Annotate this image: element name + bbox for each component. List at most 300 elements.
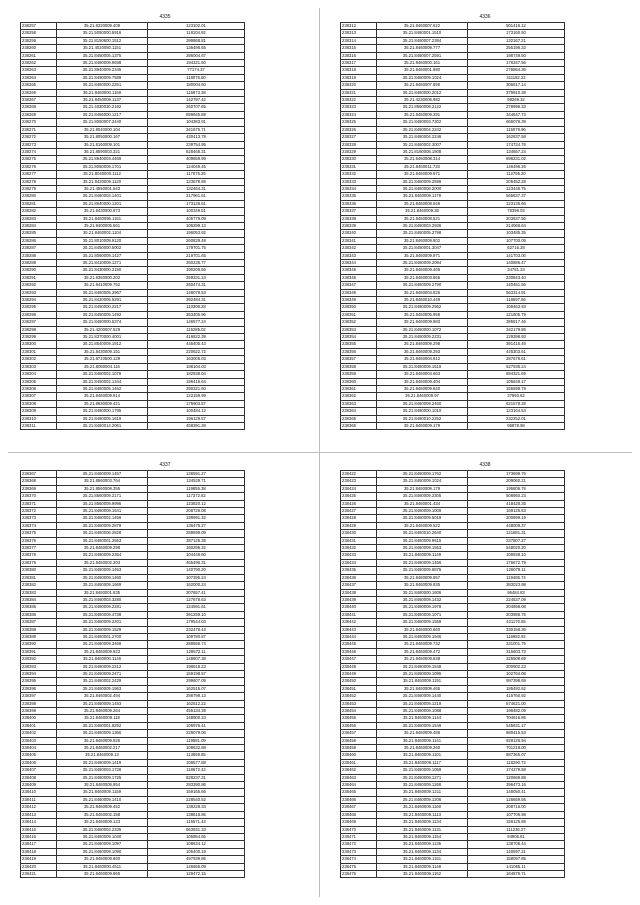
value-cell: 230843.40: [468, 274, 565, 281]
cadastral-number-cell: 35.21.8460003.2936: [377, 222, 468, 229]
table-row: [341, 156, 565, 163]
cadastral-number-cell: 35.21.8460002.3007: [377, 141, 468, 148]
row-id-cell: 238353: [341, 326, 377, 333]
value-cell: 237807.27: [468, 537, 565, 544]
row-id-cell: 238323: [341, 104, 377, 111]
row-id-cell: 238349: [341, 297, 377, 304]
table-row: [341, 385, 565, 392]
cadastral-number-cell: 35.21.8560008.2122: [377, 104, 468, 111]
value-cell: 159165.66: [148, 789, 245, 796]
cadastral-number-cell: 35.21.8460009.179: [377, 422, 468, 429]
cadastral-number-cell: 35.21.8460005.1619: [57, 415, 148, 422]
table-row: [21, 656, 245, 663]
value-cell: 392484.31: [148, 297, 245, 304]
row-id-cell: 238335: [341, 193, 377, 200]
cadastral-number-cell: 35.21.8460009.5019: [377, 515, 468, 522]
table-row: [341, 745, 565, 752]
row-id-cell: 238368: [21, 478, 57, 485]
row-id-cell: 238422: [341, 471, 377, 478]
table-row: [341, 796, 565, 803]
row-id-cell: 238365: [341, 415, 377, 422]
table-row: [21, 789, 245, 796]
table-row: [341, 596, 565, 603]
value-cell: 863931.33: [148, 826, 245, 833]
value-cell: 997398.69: [468, 678, 565, 685]
table-row: [341, 371, 565, 378]
cadastral-number-cell: 35.21.8560003.764: [57, 478, 148, 485]
cadastral-number-cell: 35.21.8460009.840: [377, 385, 468, 392]
table-row: [341, 126, 565, 133]
row-id-cell: 238473: [341, 848, 377, 855]
row-id-cell: 238415: [21, 826, 57, 833]
row-id-cell: 238273: [21, 141, 57, 148]
table-row: [21, 200, 245, 207]
row-id-cell: 238388: [21, 626, 57, 633]
row-id-cell: 238341: [341, 237, 377, 244]
table-row: [341, 715, 565, 722]
row-id-cell: 238272: [21, 134, 57, 141]
value-cell: 146656.09: [148, 863, 245, 870]
row-id-cell: 238449: [341, 670, 377, 677]
table-row: [341, 23, 565, 30]
value-cell: 176347.56: [468, 60, 565, 67]
cadastral-number-cell: 35.21.8560009.355: [57, 485, 148, 492]
row-id-cell: 238321: [341, 89, 377, 96]
table-row: [21, 185, 245, 192]
cadastral-number-cell: 35.21.8460001.2553: [57, 537, 148, 544]
table-row: [21, 45, 245, 52]
value-cell: 198749.50: [468, 52, 565, 59]
value-cell: 107706.98: [468, 811, 565, 818]
row-id-cell: 238278: [21, 178, 57, 185]
table-row: [21, 334, 245, 341]
row-id-cell: 238375: [21, 530, 57, 537]
cadastral-number-cell: 35.21.8460009.1113: [377, 811, 468, 818]
value-cell: 100349.51: [148, 208, 245, 215]
value-cell: 185492.62: [468, 685, 565, 692]
cadastral-number-cell: 35.21.8460009.1978: [377, 604, 468, 611]
cadastral-number-cell: 35.21.8460009.123: [57, 819, 148, 826]
cadastral-number-cell: 35.21.8460010.449: [377, 297, 468, 304]
value-cell: 34781.23: [468, 267, 565, 274]
table-row: [21, 356, 245, 363]
value-cell: 200902.23: [468, 663, 565, 670]
cadastral-number-cell: 35.21.8460011.733: [377, 163, 468, 170]
row-id-cell: 238311: [21, 422, 57, 429]
page-number: 4337: [159, 462, 171, 468]
row-id-cell: 238345: [341, 267, 377, 274]
table-row: [341, 530, 565, 537]
table-row: [21, 833, 245, 840]
cadastral-number-cell: 35.21.8460009.472: [377, 648, 468, 655]
row-id-cell: 238437: [341, 582, 377, 589]
value-cell: 330158.36: [468, 626, 565, 633]
table-row: [21, 619, 245, 626]
row-id-cell: 238268: [21, 104, 57, 111]
value-cell: 396473.16: [468, 782, 565, 789]
cadastral-number-cell: 35.21.8460009.36: [377, 208, 468, 215]
value-cell: 138706.44: [468, 841, 565, 848]
value-cell: 239754.95: [148, 141, 245, 148]
value-cell: 421170.55: [468, 619, 565, 626]
cadastral-number-cell: 35.21.8460004.2242: [377, 126, 468, 133]
value-cell: 342179.86: [468, 326, 565, 333]
value-cell: 129472.15: [148, 870, 245, 877]
cadastral-number-cell: 35.21.8460009.404: [377, 378, 468, 385]
row-id-cell: 238271: [21, 126, 57, 133]
cadastral-number-cell: 35.21.8460000.1606: [377, 589, 468, 596]
row-id-cell: 238451: [341, 685, 377, 692]
value-cell: 205452.28: [468, 178, 565, 185]
value-cell: 129398.93: [468, 334, 565, 341]
cadastral-number-cell: 35.21.8460009.9698: [57, 60, 148, 67]
cadastral-number-cell: 35.21.8460009.1159: [57, 789, 148, 796]
value-cell: 148900.23: [148, 715, 245, 722]
table-row: [21, 545, 245, 552]
row-id-cell: 238403: [21, 737, 57, 744]
cadastral-number-cell: 35.21.8460009.486: [377, 730, 468, 737]
table-row: [21, 500, 245, 507]
table-row: [341, 626, 565, 633]
row-id-cell: 238326: [341, 126, 377, 133]
table-row: [341, 356, 565, 363]
table-row: [21, 752, 245, 759]
cadastral-number-cell: 35.21.8640003.4469: [57, 156, 148, 163]
row-id-cell: 238420: [21, 863, 57, 870]
value-cell: 116982.92: [468, 633, 565, 640]
row-id-cell: 238378: [21, 552, 57, 559]
row-id-cell: 238379: [21, 559, 57, 566]
value-cell: 108632.88: [148, 745, 245, 752]
table-row: [341, 641, 565, 648]
row-id-cell: 238267: [21, 97, 57, 104]
value-cell: 195806.76: [468, 485, 565, 492]
row-id-cell: 238425: [341, 493, 377, 500]
row-id-cell: 238333: [341, 178, 377, 185]
table-row: [341, 870, 565, 877]
table-row: [21, 715, 245, 722]
value-cell: 123446.75: [468, 185, 565, 192]
value-cell: 140451.56: [468, 282, 565, 289]
table-row: [341, 678, 565, 685]
value-cell: 96484.83: [468, 589, 565, 596]
row-id-cell: 238276: [21, 163, 57, 170]
table-row: [341, 311, 565, 318]
row-id-cell: 238354: [341, 334, 377, 341]
value-cell: 162516.07: [148, 685, 245, 692]
row-id-cell: 238306: [21, 385, 57, 392]
row-id-cell: 238328: [341, 141, 377, 148]
cadastral-number-cell: 35.21.8460002.2429: [57, 678, 148, 685]
table-row: [21, 745, 245, 752]
table-row: [341, 552, 565, 559]
row-id-cell: 238443: [341, 626, 377, 633]
table-row: [21, 515, 245, 522]
value-cell: 162637.58: [468, 134, 565, 141]
row-id-cell: 238369: [21, 485, 57, 492]
row-id-cell: 238264: [21, 74, 57, 81]
table-row: [341, 178, 565, 185]
row-id-cell: 238352: [341, 319, 377, 326]
table-row: [341, 856, 565, 863]
row-id-cell: 238367: [21, 471, 57, 478]
table-row: [21, 297, 245, 304]
row-id-cell: 238356: [341, 348, 377, 355]
row-id-cell: 238401: [21, 722, 57, 729]
row-id-cell: 238462: [341, 767, 377, 774]
table-row: [21, 74, 245, 81]
cadastral-number-cell: 35.21.8460009.1134: [377, 848, 468, 855]
table-row: [21, 819, 245, 826]
value-cell: 127678.63: [148, 596, 245, 603]
cadastral-number-cell: 35.21.8460009.971: [377, 171, 468, 178]
cadastral-number-cell: 35.21.8460009.1848: [377, 663, 468, 670]
table-row: [341, 200, 565, 207]
row-id-cell: 238304: [21, 371, 57, 378]
table-row: [21, 589, 245, 596]
value-cell: 887365.07: [468, 752, 565, 759]
cadastral-number-cell: 35.21.8150600.1512: [57, 37, 148, 44]
value-cell: 119485.74: [468, 574, 565, 581]
cadastral-number-cell: 35.21.4230006.982: [377, 97, 468, 104]
row-id-cell: 238458: [341, 737, 377, 744]
value-cell: 286004.67: [148, 52, 245, 59]
table-row: [341, 82, 565, 89]
cadastral-number-cell: 35.21.8460008.946: [377, 200, 468, 207]
value-cell: 219701.65: [148, 252, 245, 259]
row-id-cell: 238397: [21, 693, 57, 700]
cadastral-number-cell: 35.21.8460009.1410: [57, 796, 148, 803]
cadastral-number-cell: 35.21.8460003.2335: [57, 826, 148, 833]
row-id-cell: 238275: [21, 156, 57, 163]
row-id-cell: 238399: [21, 708, 57, 715]
cadastral-number-cell: 35.21.8460008.2000: [377, 185, 468, 192]
cadastral-number-cell: 35.21.8460005.959: [377, 311, 468, 318]
row-id-cell: 238325: [341, 119, 377, 126]
table-row: [341, 45, 565, 52]
row-id-cell: 238357: [341, 356, 377, 363]
value-cell: 574621.00: [468, 700, 565, 707]
table-row: [341, 104, 565, 111]
cadastral-number-cell: 35.21.8450005.1375: [57, 52, 148, 59]
value-cell: 415760.92: [468, 693, 565, 700]
value-cell: 276864.36: [468, 67, 565, 74]
table-row: [341, 408, 565, 415]
cadastral-number-cell: 35.21.8460009.1483: [57, 700, 148, 707]
table-row: [341, 545, 565, 552]
row-id-cell: 238318: [341, 67, 377, 74]
value-cell: 120669.88: [468, 774, 565, 781]
value-cell: 119855.38: [148, 485, 245, 492]
table-row: [21, 245, 245, 252]
row-id-cell: 238320: [341, 82, 377, 89]
table-row: [21, 171, 245, 178]
table-row: [21, 722, 245, 729]
cadastral-number-cell: 35.21.8430000.973: [57, 208, 148, 215]
row-id-cell: 238290: [21, 267, 57, 274]
value-cell: 136496.65: [148, 45, 245, 52]
table-row: [341, 260, 565, 267]
row-id-cell: 238286: [21, 237, 57, 244]
cadastral-number-cell: 35.21.8430009.151: [57, 348, 148, 355]
row-id-cell: 238294: [21, 297, 57, 304]
cadastral-number-cell: 35.21.8460009.298: [57, 545, 148, 552]
cadastral-number-cell: 35.21.8460009.1641: [57, 508, 148, 515]
value-cell: 37993.82: [468, 393, 565, 400]
table-row: [341, 282, 565, 289]
value-cell: 139228.33: [148, 804, 245, 811]
cadastral-number-cell: 35.21.8460009.1148: [377, 863, 468, 870]
row-id-cell: 238450: [341, 678, 377, 685]
cadastral-number-cell: 35.21.8460009.1152: [377, 870, 468, 877]
row-id-cell: 238418: [21, 848, 57, 855]
table-row: [21, 611, 245, 618]
cadastral-number-cell: 35.21.8460009.3469: [57, 641, 148, 648]
cadastral-number-cell: 35.21.8460000.1146: [57, 656, 148, 663]
value-cell: 255196.32: [468, 45, 565, 52]
row-id-cell: 238460: [341, 752, 377, 759]
row-id-cell: 238302: [21, 356, 57, 363]
cadastral-number-cell: 35.21.8450000.5002: [57, 245, 148, 252]
table-row: [341, 582, 565, 589]
table-row: [341, 767, 565, 774]
table-row: [21, 111, 245, 118]
cadastral-number-cell: 35.21.8460009.1154: [377, 833, 468, 840]
table-row: [341, 619, 565, 626]
cadastral-number-cell: 35.21.8460009.2962: [377, 304, 468, 311]
row-id-cell: 238421: [21, 870, 57, 877]
table-row: [21, 30, 245, 37]
row-id-cell: 238259: [21, 37, 57, 44]
table-row: [21, 156, 245, 163]
row-id-cell: 238324: [341, 111, 377, 118]
row-id-cell: 238312: [341, 23, 377, 30]
cadastral-number-cell: 35.21.8460002.203: [57, 559, 148, 566]
value-cell: 288556.74: [148, 641, 245, 648]
cadastral-number-cell: 35.21.8460010.2640: [377, 530, 468, 537]
row-id-cell: 238410: [21, 789, 57, 796]
value-cell: 353405.96: [148, 311, 245, 318]
cadastral-number-cell: 35.21.8460009.1529: [57, 626, 148, 633]
table-row: [341, 759, 565, 766]
table-row: [341, 819, 565, 826]
row-id-cell: 238344: [341, 260, 377, 267]
table-row: [341, 74, 565, 81]
cadastral-number-cell: 35.21.8410009.752: [57, 282, 148, 289]
value-cell: 260236.77: [148, 260, 245, 267]
table-row: [21, 104, 245, 111]
table-row: [21, 326, 245, 333]
table-row: [341, 30, 565, 37]
table-row: [21, 289, 245, 296]
value-cell: 399868.81: [148, 37, 245, 44]
value-cell: 196482.09: [468, 708, 565, 715]
table-row: [341, 604, 565, 611]
cadastral-number-cell: 35.21.8460009.1024: [377, 74, 468, 81]
row-id-cell: 238292: [21, 282, 57, 289]
cadastral-number-cell: 35.21.8460009.264: [57, 708, 148, 715]
table-row: [21, 804, 245, 811]
value-cell: 138618.86: [148, 811, 245, 818]
cadastral-number-cell: 35.21.8460007.2384: [377, 37, 468, 44]
cadastral-number-cell: 35.21.8460009.1179: [377, 193, 468, 200]
row-id-cell: 238411: [21, 796, 57, 803]
row-id-cell: 238391: [21, 648, 57, 655]
row-id-cell: 238361: [341, 385, 377, 392]
value-cell: 190206.56: [148, 267, 245, 274]
row-id-cell: 238348: [341, 289, 377, 296]
cadastral-number-cell: 35.21.8460009.1963: [57, 685, 148, 692]
row-id-cell: 238360: [341, 378, 377, 385]
cadastral-number-cell: 35.21.8460009.2471: [57, 670, 148, 677]
cadastral-number-cell: 35.21.8460005.1462: [57, 385, 148, 392]
cadastral-number-cell: 35.21.8460009.1946: [377, 633, 468, 640]
table-row: [341, 789, 565, 796]
cadastral-number-cell: 35.21.8460008.314: [377, 156, 468, 163]
value-cell: 341675.71: [148, 126, 245, 133]
cadastral-number-cell: 35.21.8460009.466: [377, 267, 468, 274]
cadastral-number-cell: 35.21.8370000.4001: [57, 334, 148, 341]
cadastral-number-cell: 35.21.8460009.1090: [57, 848, 148, 855]
horizontal-divider: [8, 452, 632, 453]
cadastral-number-cell: 35.21.8460009.1725: [57, 774, 148, 781]
value-cell: 899945.89: [148, 111, 245, 118]
row-id-cell: 238431: [341, 537, 377, 544]
row-id-cell: 238398: [21, 700, 57, 707]
value-cell: 208726.08: [148, 508, 245, 515]
cadastral-number-cell: 35.21.8410009.1271: [57, 260, 148, 267]
value-cell: 260829.49: [148, 237, 245, 244]
value-cell: 220622.72: [148, 348, 245, 355]
value-cell: 455134.39: [148, 708, 245, 715]
value-cell: 196416.64: [148, 378, 245, 385]
row-id-cell: 238408: [21, 774, 57, 781]
cadastral-number-cell: 35.21.8450005.1492: [57, 311, 148, 318]
value-cell: 379910.38: [468, 89, 565, 96]
table-row: [341, 148, 565, 155]
row-id-cell: 238373: [21, 515, 57, 522]
value-cell: 118290.73: [468, 759, 565, 766]
row-id-cell: 238284: [21, 222, 57, 229]
cadastral-number-cell: 35.21.8450000.2217: [57, 304, 148, 311]
value-cell: 260707.65: [148, 104, 245, 111]
value-cell: 105848.17: [468, 378, 565, 385]
row-id-cell: 238455: [341, 715, 377, 722]
table-row: [341, 422, 565, 429]
cadastral-number-cell: 35.21.8460009.860: [57, 856, 148, 863]
row-id-cell: 238288: [21, 252, 57, 259]
value-cell: 115285.02: [148, 326, 245, 333]
value-cell: 214066.64: [468, 222, 565, 229]
table-row: [21, 378, 245, 385]
page-number: 4335: [159, 14, 171, 20]
table-row: [21, 552, 245, 559]
cadastral-number-cell: 35.21.4020030.2192: [57, 104, 148, 111]
cadastral-number-cell: 35.21.4020080.1151: [57, 45, 148, 52]
row-id-cell: 238372: [21, 508, 57, 515]
cadastral-number-cell: 35.21.8460000.2012: [377, 89, 468, 96]
cadastral-number-cell: 35.21.8460007.2591: [377, 52, 468, 59]
row-id-cell: 238317: [341, 60, 377, 67]
value-cell: 199991.32: [148, 515, 245, 522]
row-id-cell: 238383: [21, 589, 57, 596]
value-cell: 196053.92: [148, 230, 245, 237]
cadastral-number-cell: 35.21.8460009.1059: [377, 767, 468, 774]
row-id-cell: 238429: [341, 522, 377, 529]
value-cell: 141703.00: [468, 252, 565, 259]
value-cell: 188104.03: [148, 363, 245, 370]
cadastral-number-cell: 35.21.8460002.494: [57, 693, 148, 700]
